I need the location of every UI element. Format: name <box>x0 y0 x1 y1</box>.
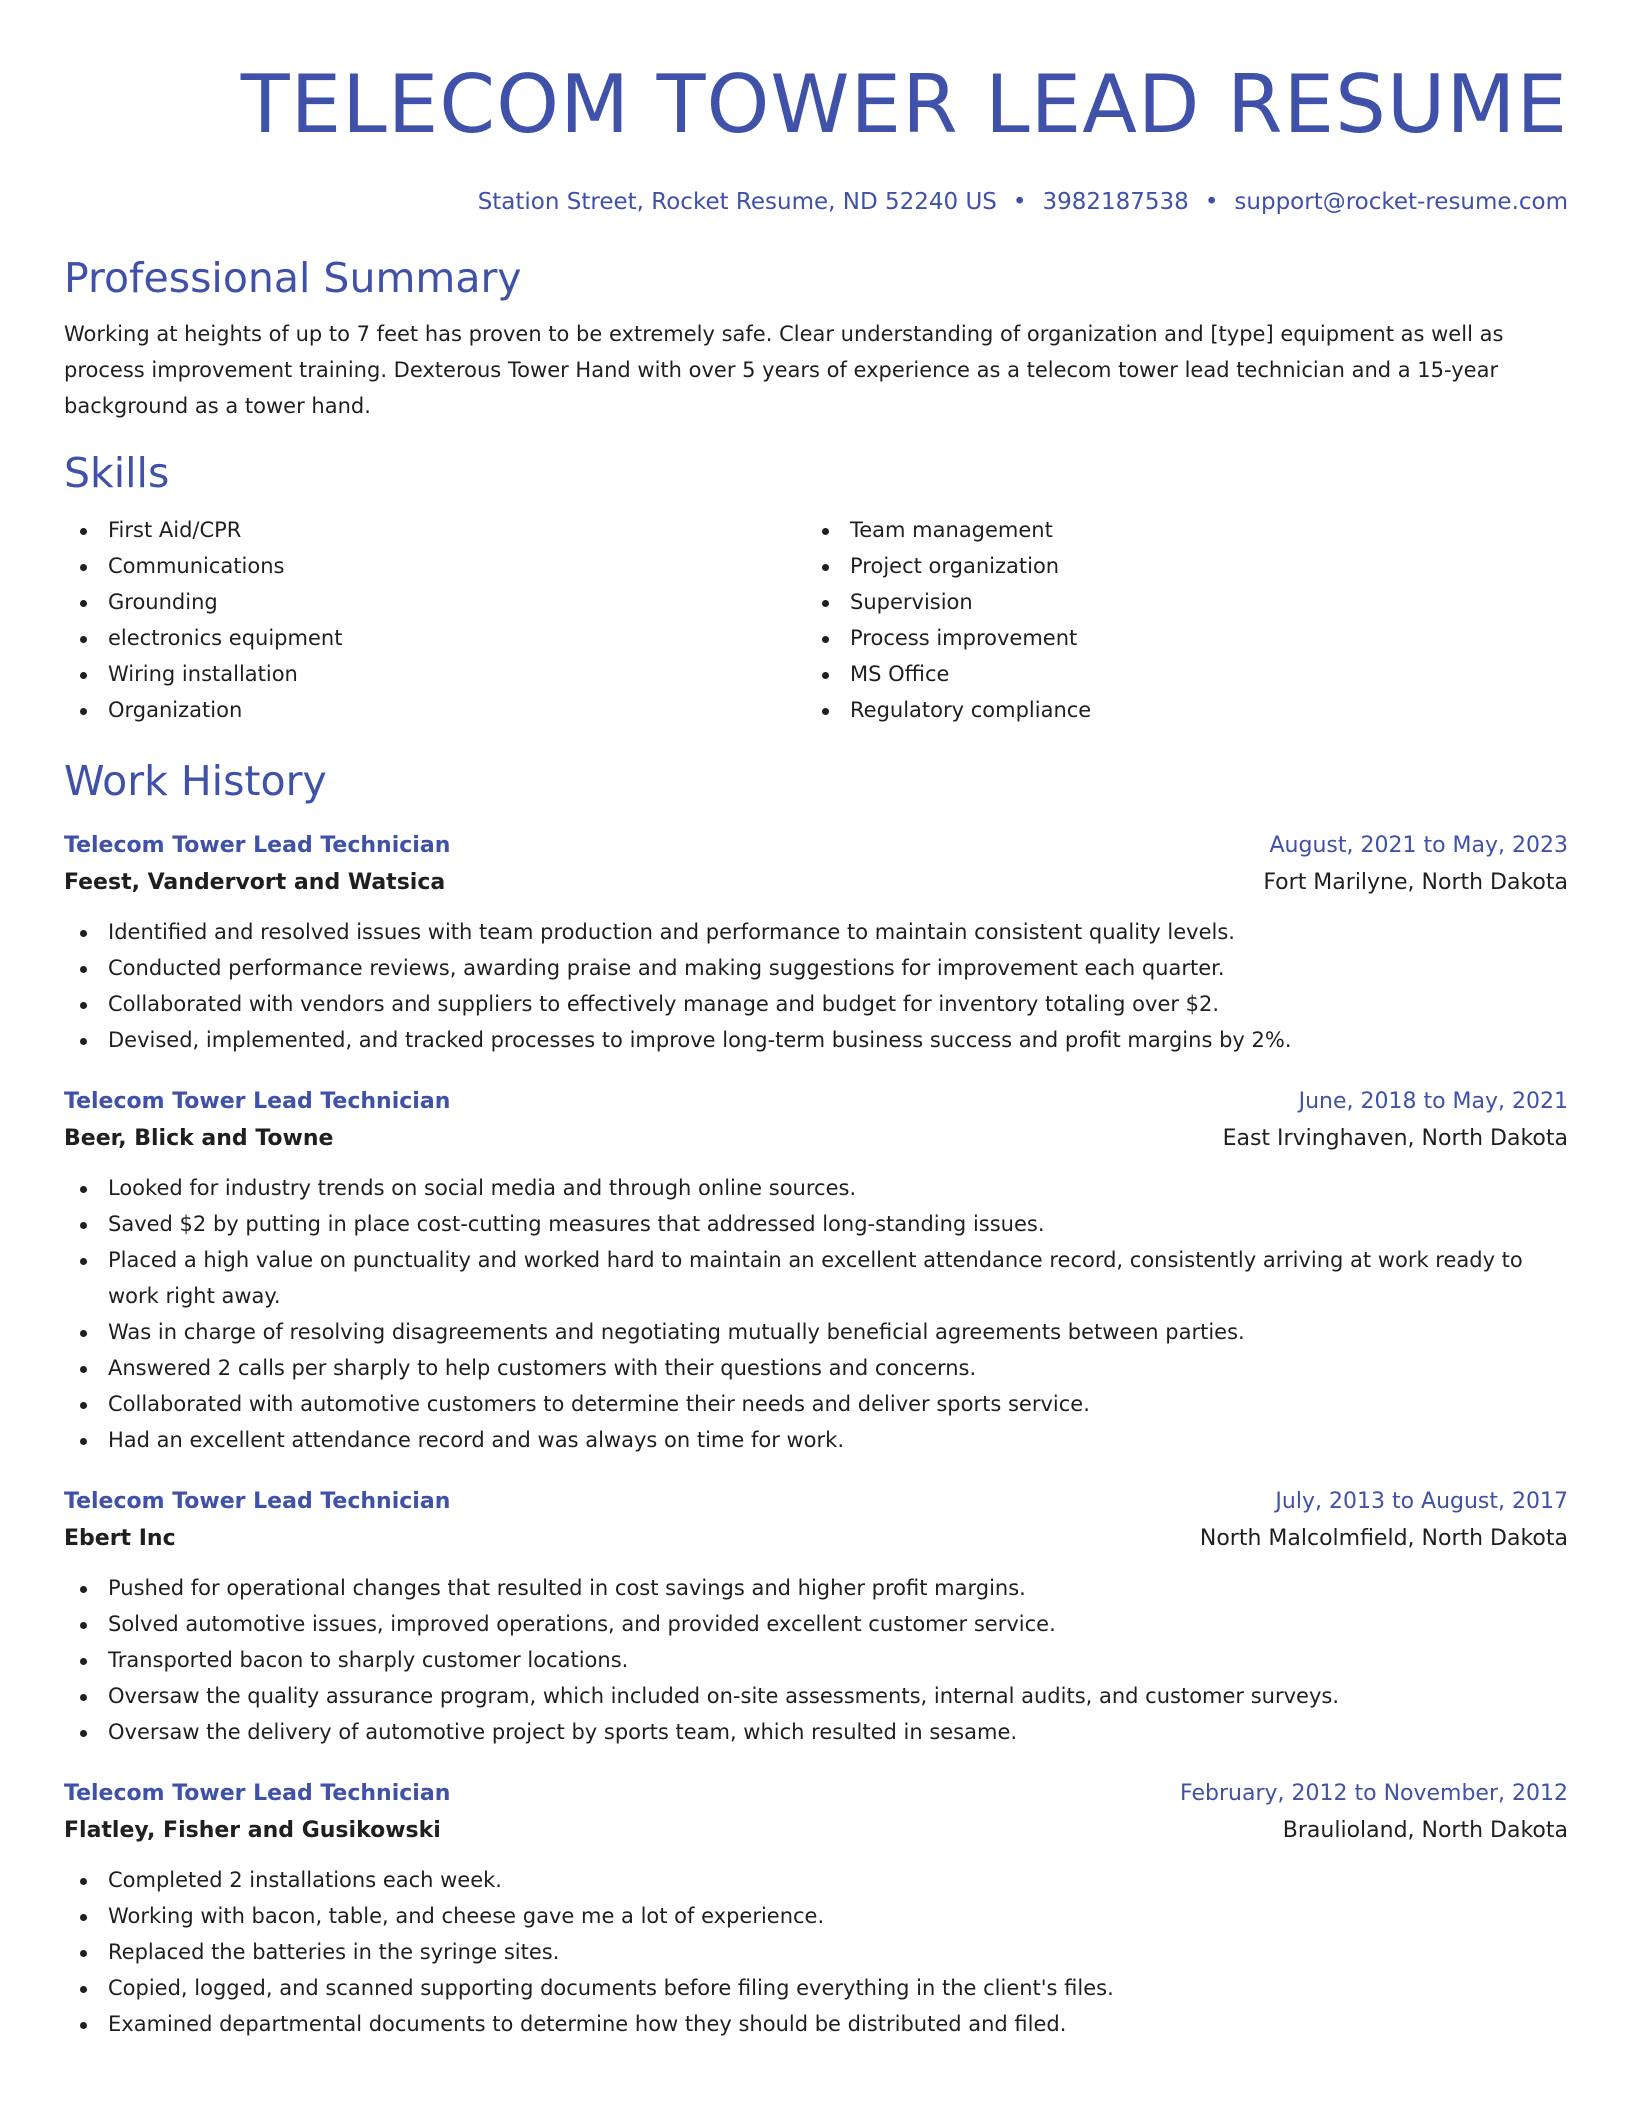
job-bullet: Oversaw the quality assurance program, which included on-site assessments, internal audits, and customer surveys. <box>64 1678 1528 1714</box>
job-entry <box>64 1776 1568 2042</box>
job-bullet: Conducted performance reviews, awarding praise and making suggestions for improvement each quarter. <box>64 950 1528 986</box>
job-bullet: Had an excellent attendance record and was always on time for work. <box>64 1422 1528 1458</box>
work-history-heading: Work History <box>64 757 327 805</box>
job-bullet: Saved $2 by putting in place cost-cutting measures that addressed long-standing issues. <box>64 1206 1528 1242</box>
job-bullets <box>64 1862 1568 2042</box>
skill-item: Grounding <box>64 584 806 620</box>
skills-column-right <box>806 512 1548 728</box>
job-bullet: Collaborated with vendors and suppliers to effectively manage and budget for inventory totaling over $2. <box>64 986 1528 1022</box>
job-company: Flatley, Fisher and Gusikowski <box>64 1818 441 1843</box>
resume-title: TELECOM TOWER LEAD RESUME <box>240 58 1568 151</box>
contact-separator: • <box>1204 189 1219 215</box>
job-bullet: Answered 2 calls per sharply to help customers with their questions and concerns. <box>64 1350 1528 1386</box>
job-bullet: Replaced the batteries in the syringe sites. <box>64 1934 1528 1970</box>
contact-address: Station Street, Rocket Resume, ND 52240 US <box>477 189 997 215</box>
skill-item: electronics equipment <box>64 620 806 656</box>
job-entry <box>64 1484 1568 1750</box>
job-bullet: Placed a high value on punctuality and worked hard to maintain an excellent attendance record, consistently arriving at work ready to work right away. <box>64 1242 1528 1314</box>
job-company: Feest, Vandervort and Watsica <box>64 870 446 895</box>
job-title: Telecom Tower Lead Technician <box>64 1781 451 1806</box>
job-bullet: Looked for industry trends on social media and through online sources. <box>64 1170 1528 1206</box>
contact-phone: 3982187538 <box>1042 189 1189 215</box>
summary-text: Working at heights of up to 7 feet has proven to be extremely safe. Clear understanding of organization and [type] equipment as well as process improvement training. Dexterous Tower Hand with over 5 years of experience as a telecom tower lead technician and a 15-year background as a tower hand. <box>64 322 1504 418</box>
contact-separator: • <box>1012 189 1027 215</box>
job-bullet: Was in charge of resolving disagreements and negotiating mutually beneficial agreements between parties. <box>64 1314 1528 1350</box>
job-bullet: Oversaw the delivery of automotive project by sports team, which resulted in sesame. <box>64 1714 1528 1750</box>
summary-heading: Professional Summary <box>64 254 522 302</box>
job-title: Telecom Tower Lead Technician <box>64 1089 451 1114</box>
skill-item: Organization <box>64 692 806 728</box>
skill-item: Communications <box>64 548 806 584</box>
contact-email: support@rocket-resume.com <box>1234 189 1568 215</box>
job-title: Telecom Tower Lead Technician <box>64 833 451 858</box>
skill-item: MS Office <box>806 656 1548 692</box>
job-bullet: Examined departmental documents to determine how they should be distributed and filed. <box>64 2006 1528 2042</box>
job-company: Beer, Blick and Towne <box>64 1126 334 1151</box>
job-bullet: Copied, logged, and scanned supporting documents before filing everything in the client's files. <box>64 1970 1528 2006</box>
job-location: Braulioland, North Dakota <box>1282 1818 1568 1843</box>
job-location: Fort Marilyne, North Dakota <box>1263 870 1568 895</box>
contact-line <box>64 187 1568 217</box>
skill-item: Regulatory compliance <box>806 692 1548 728</box>
skills-heading: Skills <box>64 449 170 497</box>
skill-item: Project organization <box>806 548 1548 584</box>
job-bullet: Solved automotive issues, improved operations, and provided excellent customer service. <box>64 1606 1528 1642</box>
job-bullet: Identified and resolved issues with team production and performance to maintain consistent quality levels. <box>64 914 1528 950</box>
job-title: Telecom Tower Lead Technician <box>64 1489 451 1514</box>
job-entry <box>64 828 1568 1058</box>
job-bullets <box>64 1170 1568 1458</box>
resume-page <box>64 0 1568 2042</box>
job-location: East Irvinghaven, North Dakota <box>1222 1126 1568 1151</box>
job-bullet: Completed 2 installations each week. <box>64 1862 1528 1898</box>
job-dates: July, 2013 to August, 2017 <box>1275 1489 1568 1514</box>
skill-item: Process improvement <box>806 620 1548 656</box>
job-bullets <box>64 1570 1568 1750</box>
job-bullet: Devised, implemented, and tracked processes to improve long-term business success and profit margins by 2%. <box>64 1022 1528 1058</box>
work-history-list <box>64 828 1568 2042</box>
job-dates: August, 2021 to May, 2023 <box>1269 833 1568 858</box>
job-bullets <box>64 914 1568 1058</box>
job-company: Ebert Inc <box>64 1526 176 1551</box>
job-bullet: Pushed for operational changes that resulted in cost savings and higher profit margins. <box>64 1570 1528 1606</box>
skill-item: Wiring installation <box>64 656 806 692</box>
job-entry <box>64 1084 1568 1458</box>
job-location: North Malcolmfield, North Dakota <box>1199 1526 1568 1551</box>
job-dates: February, 2012 to November, 2012 <box>1180 1781 1568 1806</box>
job-dates: June, 2018 to May, 2021 <box>1298 1089 1568 1114</box>
job-bullet: Working with bacon, table, and cheese gave me a lot of experience. <box>64 1898 1528 1934</box>
job-bullet: Transported bacon to sharply customer locations. <box>64 1642 1528 1678</box>
skills-column-left <box>64 512 806 728</box>
skill-item: Supervision <box>806 584 1548 620</box>
skill-item: Team management <box>806 512 1548 548</box>
skills-list <box>64 512 1568 728</box>
job-bullet: Collaborated with automotive customers to determine their needs and deliver sports service. <box>64 1386 1528 1422</box>
skill-item: First Aid/CPR <box>64 512 806 548</box>
